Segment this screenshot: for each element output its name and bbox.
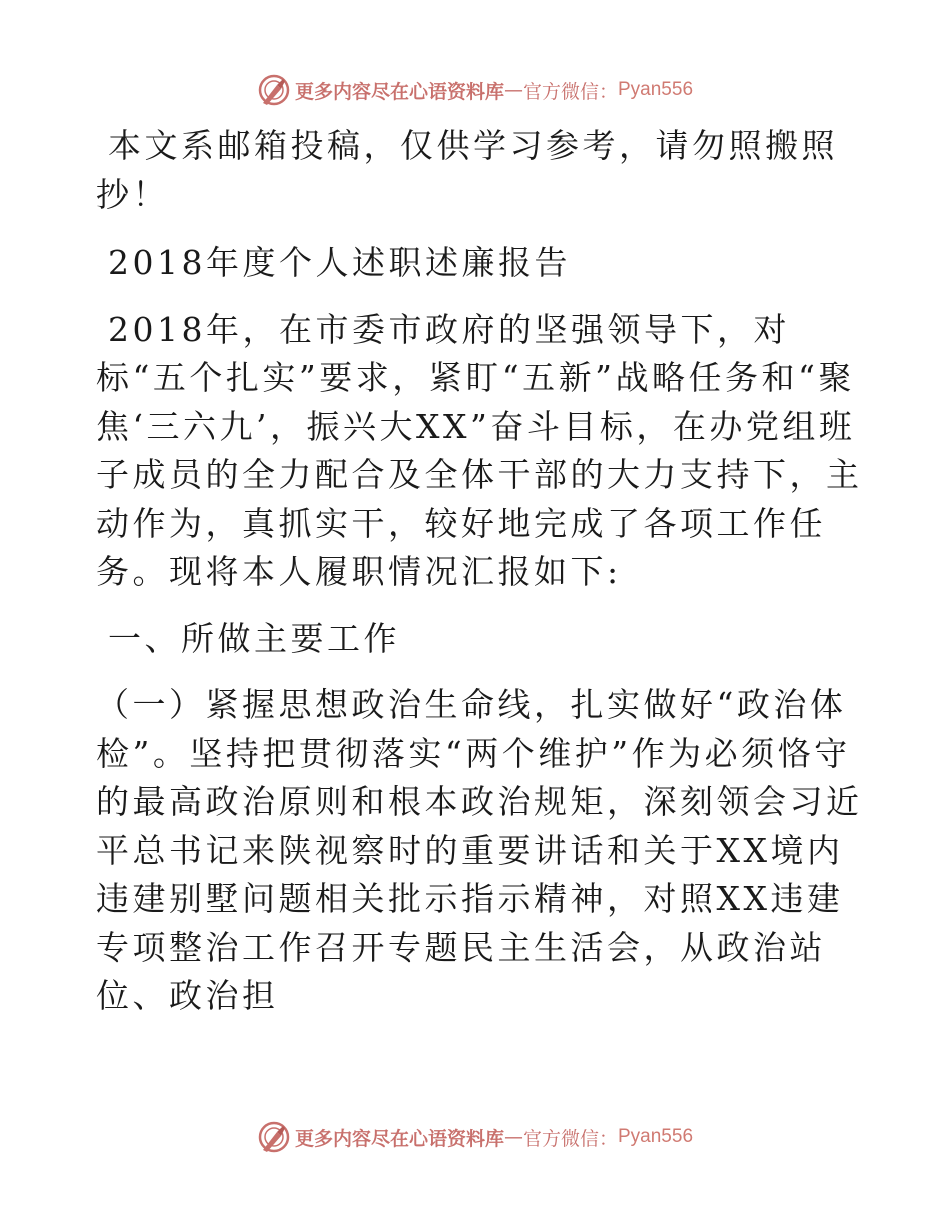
watermark-header (0, 70, 950, 110)
notice-text: 本文系邮箱投稿，仅供学习参考，请勿照搬照抄！ (96, 126, 838, 214)
watermark-separator: — (503, 1126, 523, 1148)
pen-nib-logo-icon (257, 73, 291, 107)
watermark-wechat-id: Pyan556 (618, 1126, 694, 1147)
watermark-wechat-label: 官方微信： (522, 80, 618, 103)
document-title: 2018年度个人述职述廉报告 (108, 243, 571, 282)
watermark-site-name: 更多内容尽在心语资料库 (294, 80, 504, 103)
intro-paragraph: 2018年，在市委市政府的坚强领导下，对标“五个扎实”要求，紧盯“五新”战略任务和“聚焦‘三六九’，振兴大XX”奋斗目标，在办党组班子成员的全力配合及全体干部的大力支持下，主动作为，真抓实干，较好地完成了各项工作任务。现将本人履职情况汇报如下: (96, 309, 863, 591)
section-heading: 一、所做主要工作 (108, 618, 400, 658)
document-body (96, 122, 866, 1021)
watermark-wechat-id: Pyan556 (618, 79, 694, 100)
watermark-footer (0, 1117, 950, 1157)
watermark-site-name: 更多内容尽在心语资料库 (294, 1127, 504, 1150)
pen-nib-logo-icon (257, 1120, 291, 1154)
watermark-separator: — (503, 79, 523, 101)
watermark-wechat-label: 官方微信： (522, 1127, 618, 1150)
section-paragraph: （一）紧握思想政治生命线，扎实做好“政治体检”。坚持把贯彻落实“两个维护”作为必须恪守的最高政治原则和根本政治规矩，深刻领会习近平总书记来陕视察时的重要讲话和关于XX境内违建别墅问题相关批示指示精神，对照XX违建专项整治工作召开专题民主生活会，从政治站位、政治担 (96, 685, 863, 1015)
